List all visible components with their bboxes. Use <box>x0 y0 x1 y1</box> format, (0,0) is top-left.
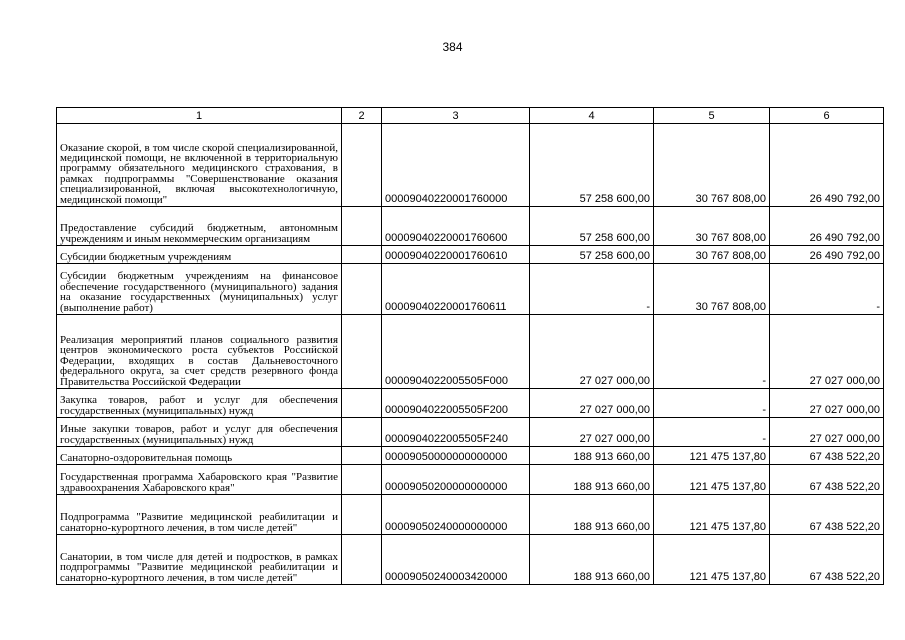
col-header-6: 6 <box>770 108 884 124</box>
row-name: Подпрограмма "Развитие медицинской реабилитации и санаторно-курортного лечения, в том числе детей" <box>57 495 342 535</box>
row-value-5: - <box>654 389 770 418</box>
row-name: Предоставление субсидий бюджетным, автономным учреждениям и иным некоммерческим организациям <box>57 207 342 246</box>
row-name: Оказание скорой, в том числе скорой специализированной, медицинской помощи, не включенной в территориальную программу обязательного медицинского страхования, в рамках подпрограммы "Совершенствование оказания специализированной, включая высокотехнологичную, медицинской помощи" <box>57 124 342 207</box>
row-code: 00009050240003420000 <box>382 535 530 585</box>
page-number: 384 <box>442 40 463 54</box>
row-value-4: 57 258 600,00 <box>530 207 654 246</box>
budget-table <box>56 107 884 585</box>
row-col2 <box>342 495 382 535</box>
row-col2 <box>342 246 382 264</box>
row-value-6: 26 490 792,00 <box>770 207 884 246</box>
row-col2 <box>342 315 382 389</box>
table-row <box>57 495 884 535</box>
row-name: Субсидии бюджетным учреждениям на финансовое обеспечение государственного (муниципального) задания на оказание государственных (муниципальных) услуг (выполнение работ) <box>57 264 342 315</box>
row-value-5: 121 475 137,80 <box>654 465 770 495</box>
row-col2 <box>342 264 382 315</box>
row-value-4: 27 027 000,00 <box>530 315 654 389</box>
row-value-5: 30 767 808,00 <box>654 264 770 315</box>
row-value-6: 27 027 000,00 <box>770 315 884 389</box>
row-value-4: 27 027 000,00 <box>530 389 654 418</box>
row-value-4: 57 258 600,00 <box>530 246 654 264</box>
row-code: 00009040220001760600 <box>382 207 530 246</box>
row-value-5: 121 475 137,80 <box>654 447 770 465</box>
row-value-6: 27 027 000,00 <box>770 389 884 418</box>
table-row <box>57 389 884 418</box>
table-row <box>57 124 884 207</box>
row-code: 0000904022005505F000 <box>382 315 530 389</box>
table-row <box>57 246 884 264</box>
col-header-5: 5 <box>654 108 770 124</box>
row-value-6: - <box>770 264 884 315</box>
row-name: Санаторно-оздоровительная помощь <box>57 447 342 465</box>
row-value-5: 30 767 808,00 <box>654 246 770 264</box>
row-name: Иные закупки товаров, работ и услуг для обеспечения государственных (муниципальных) нужд <box>57 418 342 447</box>
col-header-1: 1 <box>57 108 342 124</box>
row-code: 00009050200000000000 <box>382 465 530 495</box>
row-value-6: 67 438 522,20 <box>770 495 884 535</box>
row-value-6: 26 490 792,00 <box>770 124 884 207</box>
row-code: 00009050240000000000 <box>382 495 530 535</box>
row-col2 <box>342 389 382 418</box>
row-col2 <box>342 465 382 495</box>
row-code: 00009040220001760611 <box>382 264 530 315</box>
table-row <box>57 264 884 315</box>
col-header-3: 3 <box>382 108 530 124</box>
row-value-5: 121 475 137,80 <box>654 495 770 535</box>
row-value-6: 67 438 522,20 <box>770 447 884 465</box>
row-value-4: 27 027 000,00 <box>530 418 654 447</box>
row-code: 00009050000000000000 <box>382 447 530 465</box>
table-row <box>57 535 884 585</box>
row-code: 0000904022005505F240 <box>382 418 530 447</box>
row-value-6: 67 438 522,20 <box>770 535 884 585</box>
row-name: Субсидии бюджетным учреждениям <box>57 246 342 264</box>
row-value-6: 27 027 000,00 <box>770 418 884 447</box>
row-code: 00009040220001760610 <box>382 246 530 264</box>
row-value-4: 188 913 660,00 <box>530 495 654 535</box>
row-value-6: 67 438 522,20 <box>770 465 884 495</box>
row-value-4: 188 913 660,00 <box>530 535 654 585</box>
row-code: 0000904022005505F200 <box>382 389 530 418</box>
row-value-5: 30 767 808,00 <box>654 207 770 246</box>
table-row <box>57 465 884 495</box>
row-col2 <box>342 535 382 585</box>
table-row <box>57 447 884 465</box>
row-value-5: 121 475 137,80 <box>654 535 770 585</box>
col-header-2: 2 <box>342 108 382 124</box>
header-row <box>57 108 884 124</box>
table-row <box>57 418 884 447</box>
row-value-4: 188 913 660,00 <box>530 447 654 465</box>
col-header-4: 4 <box>530 108 654 124</box>
row-name: Государственная программа Хабаровского края "Развитие здравоохранения Хабаровского края" <box>57 465 342 495</box>
row-value-4: 188 913 660,00 <box>530 465 654 495</box>
row-value-5: - <box>654 418 770 447</box>
row-value-4: - <box>530 264 654 315</box>
table-row <box>57 315 884 389</box>
table-row <box>57 207 884 246</box>
row-name: Реализация мероприятий планов социального развития центров экономического роста субъектов Российской Федерации, входящих в состав Дальневосточного федерального округа, за счет средств резервного фонда Правительства Российской Федерации <box>57 315 342 389</box>
row-value-5: 30 767 808,00 <box>654 124 770 207</box>
row-col2 <box>342 418 382 447</box>
row-value-4: 57 258 600,00 <box>530 124 654 207</box>
row-value-5: - <box>654 315 770 389</box>
row-name: Закупка товаров, работ и услуг для обеспечения государственных (муниципальных) нужд <box>57 389 342 418</box>
row-col2 <box>342 447 382 465</box>
row-col2 <box>342 124 382 207</box>
row-code: 00009040220001760000 <box>382 124 530 207</box>
row-col2 <box>342 207 382 246</box>
row-name: Санатории, в том числе для детей и подростков, в рамках подпрограммы "Развитие медицинской реабилитации и санаторно-курортного лечения, в том числе детей" <box>57 535 342 585</box>
row-value-6: 26 490 792,00 <box>770 246 884 264</box>
